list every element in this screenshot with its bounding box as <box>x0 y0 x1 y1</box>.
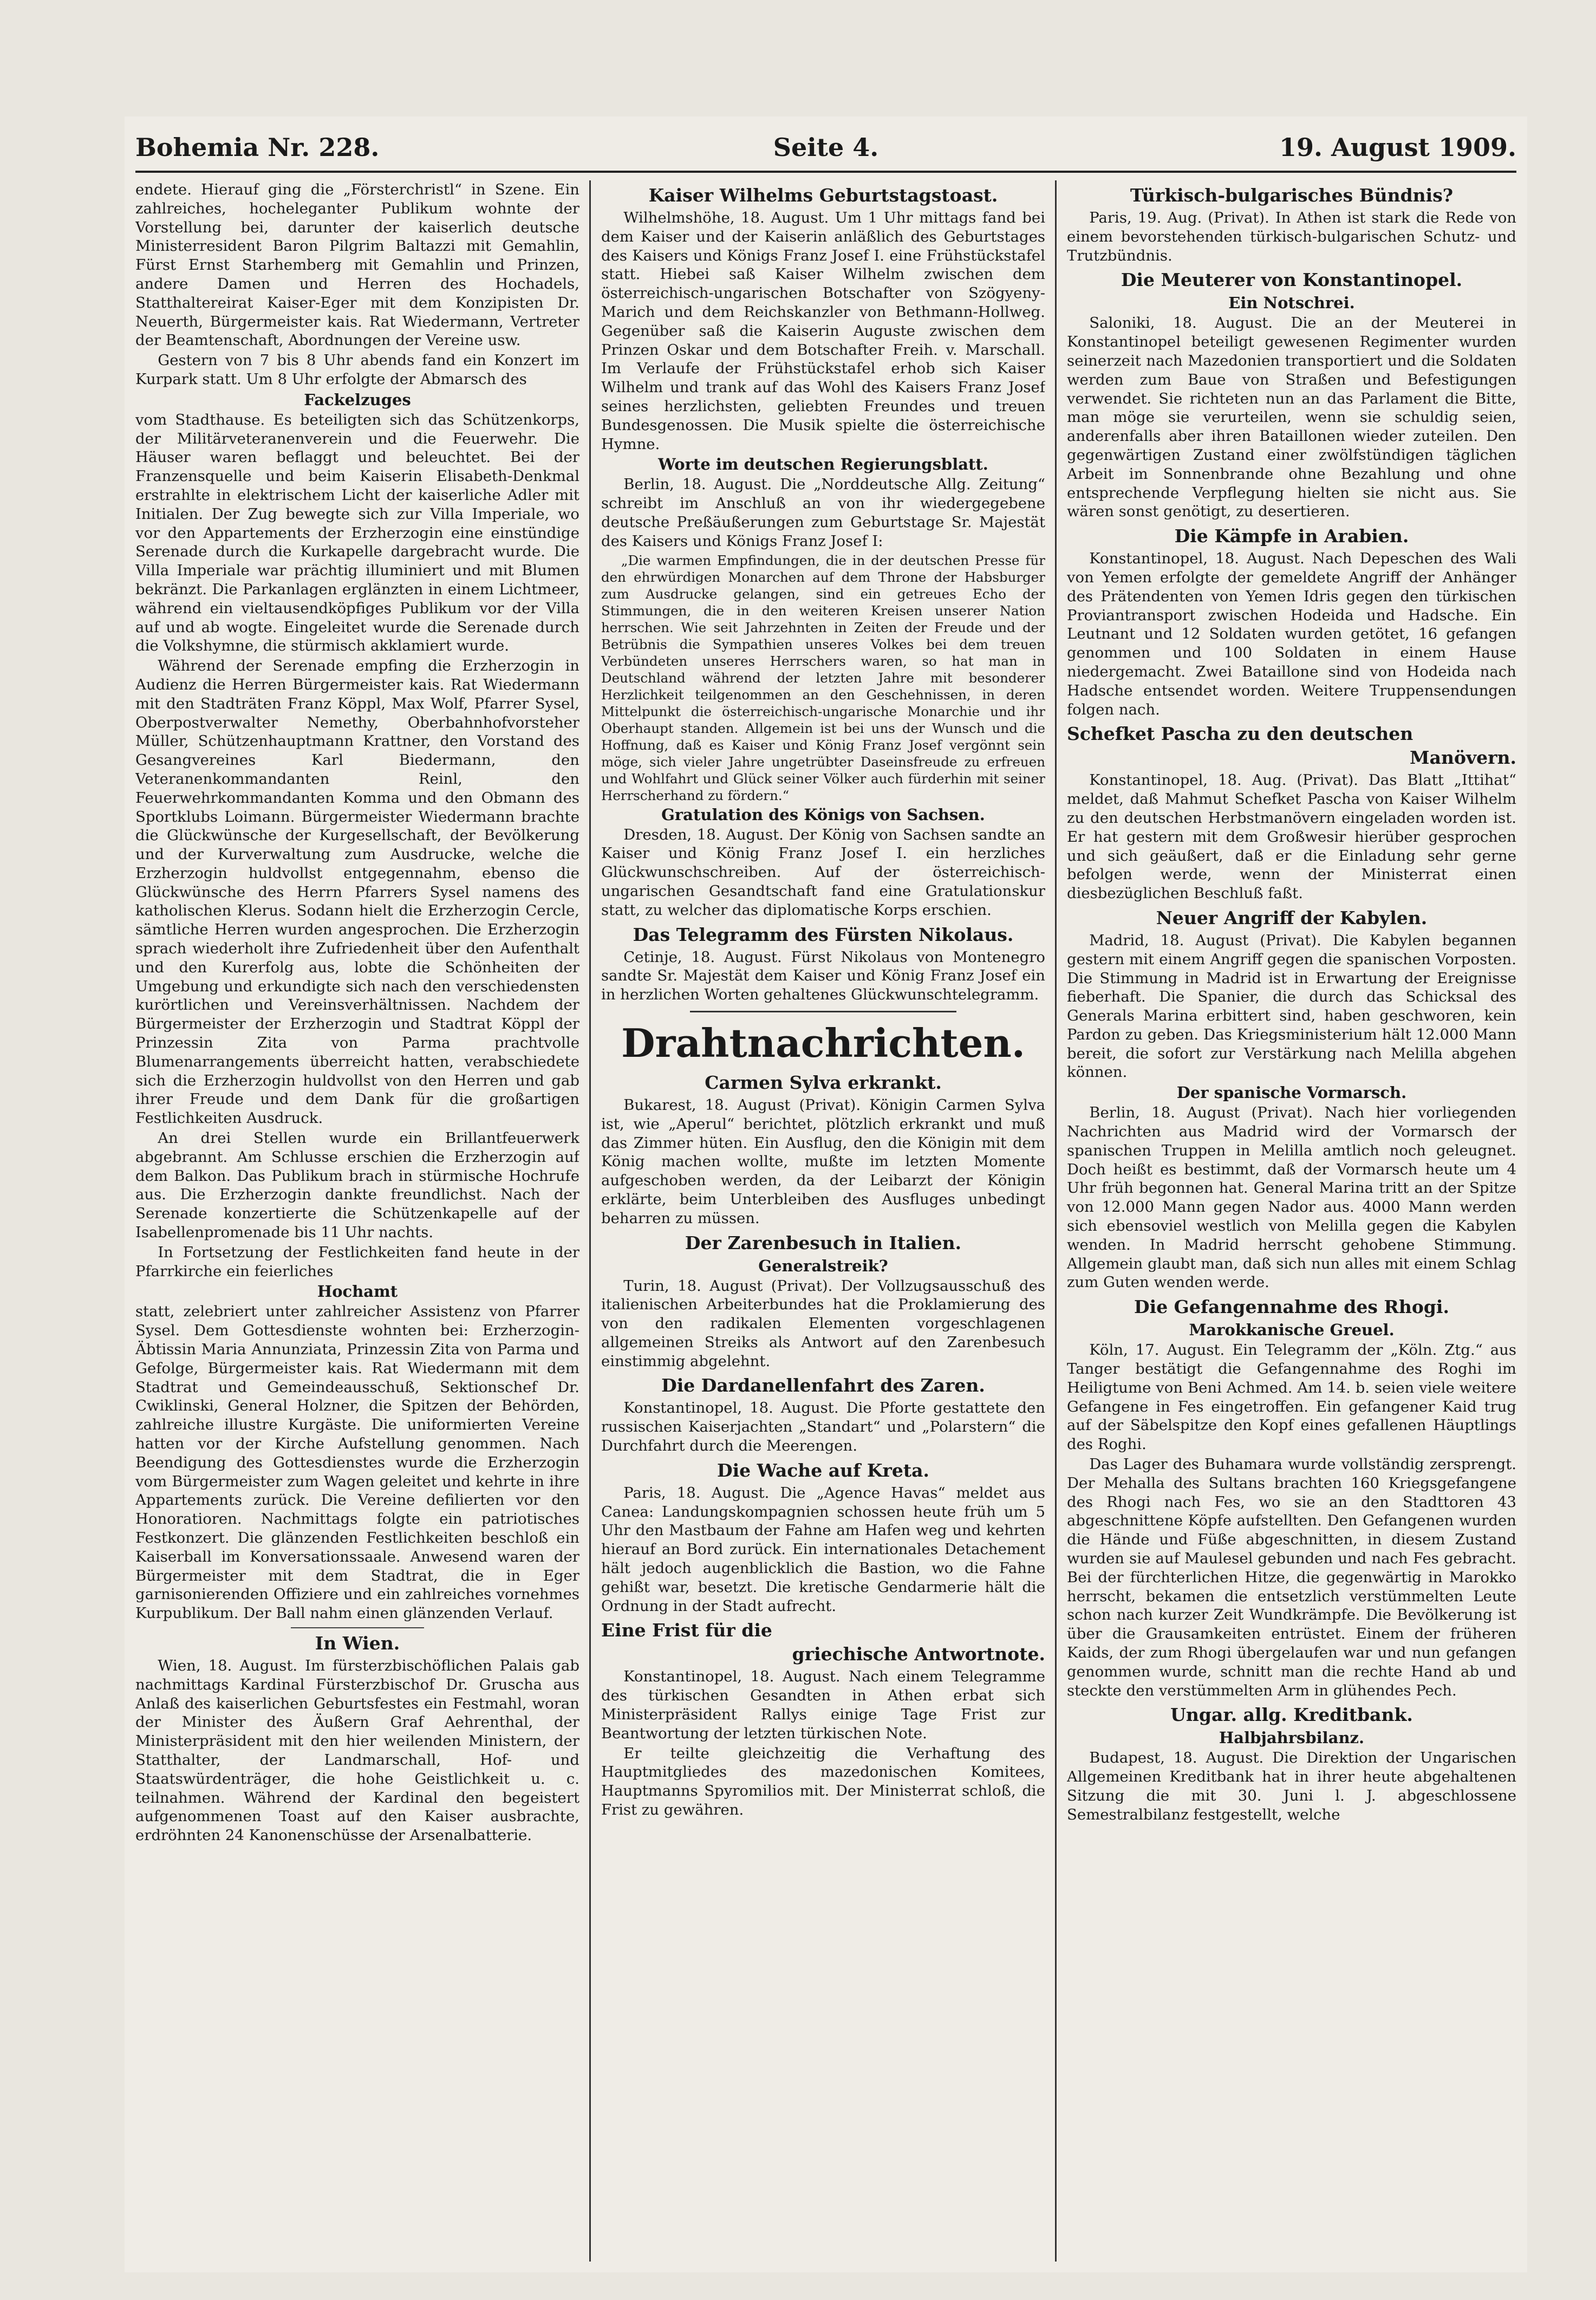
quoted-text: „Die warmen Empfindungen, die in der deutschen Presse für den ehrwürdigen Monarchen auf dem Throne der Habsburger zum Ausdrucke gelangen, sind ein getreues Echo der Stimmungen, die in den weiteren Kreisen unserer Nation herrschen. Wie seit Jahrzehnten in Zeiten der Freude und der Betrübnis die Sympathien unseres Volkes bei dem treuen Verbündeten unseres Herrschers waren, so hat man in Deutschland während der letzten Jahre mit besonderer Herzlichkeit teilgenommen an den Geschehnissen, in deren Mittelpunkt die österreichisch-ungarische Monarchie und ihr Oberhaupt standen. Allgemein ist bei uns der Wunsch und die Hoffnung, daß es Kaiser und König Franz Josef vergönnt sein möge, sich vieler Jahre ungetrübter Daseinsfreude zu erfreuen und Wohlfahrt und Glück seiner Völker auch fürderhin mit seiner Herrscherhand zu fördern.“ <box>601 552 1045 803</box>
header-date: 19. August 1909. <box>1279 133 1516 162</box>
article-paragraph: Berlin, 18. August. Die „Norddeutsche Allg. Zeitung“ schreibt im Anschluß an von ihr wiedergegebene deutsche Preßäußerungen zum Geburtstage Sr. Majestät des Kaisers und Königs Franz Josef I: <box>601 476 1045 550</box>
article-headline: Die Dardanellenfahrt des Zaren. <box>661 1375 985 1396</box>
article-headline: Worte im deutschen Regierungsblatt. <box>658 455 988 474</box>
column-middle <box>601 180 1045 2267</box>
article-paragraph: In Fortsetzung der Festlichkeiten fand heute in der Pfarrkirche ein feierliches <box>135 1243 579 1280</box>
article-paragraph: An drei Stellen wurde ein Brillantfeuerwerk abgebrannt. Am Schlusse erschien die Erzherzogin auf dem Balkon. Das Publikum brach in stürmische Hochrufe aus. Die Erzherzogin dankte freundlichst. Nach der Serenade konzertierte die Schützenkapelle auf der Isabellenpromenade bis 11 Uhr nachts. <box>135 1129 579 1242</box>
article-headline: Die Kämpfe in Arabien. <box>1174 525 1409 547</box>
article-paragraph: statt, zelebriert unter zahlreicher Assistenz von Pfarrer Sysel. Dem Gottesdienste wohnten bei: Erzherzogin-Äbtissin Maria Annunziata, Prinzessin Zita von Parma und Gefolge, Bürgermeister kais. Rat Wiedermann mit dem Stadtrat und Gemeindeausschuß, Sektionschef Dr. Cwiklinski, General Holzner, die Spitzen der Behörden, zahlreiche illustre Kurgäste. Die uniformierten Vereine hatten vor der Kirche Aufstellung genommen. Nach Beendigung des Gottesdienstes wurde die Erzherzogin vom Bürgermeister zum Wagen geleitet und kehrte in ihre Appartements zurück. Die Vereine defilierten vor den Honoratioren. Nachmittags folgte ein patriotisches Festkonzert. Die glänzenden Festlichkeiten beschloß ein Kaiserball im Konversationssaale. Anwesend waren der Bürgermeister mit dem Stadtrat, die in Eger garnisonierenden Offiziere und ein zahlreiches vornehmes Kurpublikum. Der Ball nahm einen glänzenden Verlauf. <box>135 1303 579 1622</box>
article-headline: Die Gefangennahme des Rhogi. <box>1134 1296 1449 1318</box>
article-paragraph: endete. Hierauf ging die „Försterchristl“ in Szene. Ein zahlreiches, hocheleganter Publikum wohnte der Vorstellung bei, darunter der kaiserlich deutsche Ministerresident Baron Pilgrim Baltazzi mit Gemahlin, Fürst Ernst Starhemberg mit Gemahlin und Prinzen, andere Damen und Herren des Hochadels, Statthaltereirat Kaiser-Eger mit dem Konzipisten Dr. Neuerth, Bürgermeister kais. Rat Wiedermann, Vertreter der Beamtenschaft, Abordnungen der Vereine usw. <box>135 181 579 349</box>
column-left <box>135 180 579 2267</box>
article-paragraph: Paris, 19. Aug. (Privat). In Athen ist stark die Rede von einem bevorstehenden türkisch-bulgarischen Schutz- und Trutzbündnis. <box>1067 209 1516 264</box>
article-paragraph: Saloniki, 18. August. Die an der Meuterei in Konstantinopel beteiligt gewesenen Regimenter wurden seinerzeit nach Mazedonien transportiert und die Soldaten werden zum Baue von Straßen und Befestigungen verwendet. Sie richteten nun an das Parlament die Bitte, man möge sie verurteilen, wenn sie schuldig seien, anderenfalls aber ihren Bataillonen wieder zuteilen. Den gegenwärtigen Zustand einer zwölfstündigen täglichen Arbeit im Sonnenbrande ohne Bezahlung und ohne entsprechende Verpflegung hielten sie nicht aus. Sie wären sonst genötigt, zu desertieren. <box>1067 314 1516 521</box>
article-paragraph: Berlin, 18. August (Privat). Nach hier vorliegenden Nachrichten aus Madrid wird der Vormarsch der spanischen Truppen in Melilla amtlich noch geleugnet. Doch heißt es bestimmt, daß der Vormarsch heute um 4 Uhr früh begonnen hat. General Marina tritt an der Spitze von 12.000 Mann gegen Nador aus. 4000 Mann werden sich ebensoviel westlich von Melilla gegen die Kabylen wenden. In Madrid herrscht gehobene Stimmung. Allgemein glaubt man, daß sich nun alles mit einem Schlag zum Guten wenden werde. <box>1067 1104 1516 1291</box>
article-headline: Neuer Angriff der Kabylen. <box>1156 907 1428 928</box>
section-masthead: Drahtnachrichten. <box>621 1019 1025 1066</box>
article-paragraph: Er teilte gleichzeitig die Verhaftung des Hauptmitgliedes des mazedonischen Komitees, Hauptmanns Spyromilios mit. Der Ministerrat schloß, die Frist zu gewähren. <box>601 1744 1045 1819</box>
article-headline: griechische Antwortnote. <box>792 1643 1045 1665</box>
article-headline: Gratulation des Königs von Sachsen. <box>661 805 985 824</box>
column-divider <box>1055 180 1057 2262</box>
article-paragraph: Budapest, 18. August. Die Direktion der Ungarischen Allgemeinen Kreditbank hat in ihrer heute abgehaltenen Sitzung die mit 30. Juni l. J. abgeschlossene Semestralbilanz festgestellt, welche <box>1067 1749 1516 1823</box>
column-divider <box>589 180 591 2262</box>
article-headline: Eine Frist für die <box>601 1620 772 1641</box>
header-page-number: Seite 4. <box>773 133 879 162</box>
article-paragraph: Turin, 18. August (Privat). Der Vollzugsausschuß des italienischen Arbeiterbundes hat die Proklamierung des von den radikalen Elementen vorgeschlagenen allgemeinen Streiks als Antwort auf den Zarenbesuch einstimmig abgelehnt. <box>601 1277 1045 1370</box>
article-headline: Der spanische Vormarsch. <box>1176 1083 1407 1102</box>
separator <box>291 1627 424 1628</box>
article-paragraph: Gestern von 7 bis 8 Uhr abends fand ein Konzert im Kurpark statt. Um 8 Uhr erfolgte der Abmarsch des <box>135 352 579 388</box>
page-header <box>135 133 1516 171</box>
article-paragraph: vom Stadthause. Es beteiligten sich das Schützenkorps, der Militärveteranenverein und die Feuerwehr. Die Häuser waren beflaggt und beleuchtet. Bei der Franzensquelle und beim Kaiserin Elisabeth-Denkmal erstrahlte in elektrischem Licht der kaiserliche Adler mit Initialen. Der Zug bewegte sich zur Villa Imperiale, wo vor den Appartements der Erzherzogin eine einstündige Serenade durch die Kurkapelle dargebracht wurde. Die Villa Imperiale war prächtig illuminiert und mit Blumen bekränzt. Die Parkanlagen erglänzten in einem Lichtmeer, während ein vieltausendköpfiges Publikum vor der Villa auf und ab wogte. Eingeleitet wurde die Serenade durch die Volkshymne, die stürmisch akklamiert wurde. <box>135 411 579 655</box>
article-paragraph: Paris, 18. August. Die „Agence Havas“ meldet aus Canea: Landungskompagnien schossen heute früh um 5 Uhr den Mastbaum der Fahne am Hafen weg und kehrten hierauf an Bord zurück. Ein internationales Detachement hält jedoch augenblicklich die Bastion, wo die Fahne gehißt war, besetzt. Die kretische Gendarmerie hält die Ordnung in der Stadt aufrecht. <box>601 1484 1045 1615</box>
article-subheadline: Generalstreik? <box>758 1256 888 1275</box>
column-right <box>1067 180 1516 2267</box>
article-paragraph: Konstantinopel, 18. Aug. (Privat). Das Blatt „Ittihat“ meldet, daß Mahmut Schefket Pascha von Kaiser Wilhelm zu den deutschen Herbstmanövern eingeladen worden ist. Er hat gestern mit dem Großwesir hierüber gesprochen und sich geäußert, daß er die Einladung sehr gerne befolgen werde, wenn der Ministerrat einen diesbezüglichen Beschluß faßt. <box>1067 771 1516 902</box>
article-subheadline: Ein Notschrei. <box>1228 294 1355 313</box>
article-paragraph: Konstantinopel, 18. August. Nach Depeschen des Wali von Yemen erfolgte der gemeldete Angriff der Anhänger des Prätendenten von Yemen Idris gegen den türkischen Proviantransport zwischen Hodeida und Hadsche. Ein Leutnant und 12 Soldaten wurden getötet, 16 gefangen genommen und 100 Soldaten in einem Hause niedergemacht. Zwei Bataillone sind von Hodeida nach Hadsche entsendet worden. Weitere Truppensendungen folgen nach. <box>1067 550 1516 718</box>
header-rule <box>135 171 1516 173</box>
article-paragraph: Wilhelmshöhe, 18. August. Um 1 Uhr mittags fand bei dem Kaiser und der Kaiserin anläßlich des Geburtstages des Kaisers und Königs Franz Josef I. eine Frühstückstafel statt. Hiebei saß Kaiser Wilhelm zwischen dem österreichisch-ungarischen Botschafter von Szögyeny-Marich und dem Reichskanzler von Bethmann-Hollweg. Gegenüber saß die Kaiserin Auguste zwischen dem Prinzen Oskar und dem Botschafter Freih. v. Marschall. Im Verlaufe der Frühstückstafel erhob sich Kaiser Wilhelm und trank auf das Wohl des Kaisers Franz Josef seines herzlichsten, geliebten Freundes und treuen Bundesgenossen. Die Musik spielte die österreichische Hymne. <box>601 209 1045 453</box>
article-subheadline: Halbjahrsbilanz. <box>1219 1729 1365 1747</box>
article-paragraph: Das Lager des Buhamara wurde vollständig zersprengt. Der Mehalla des Sultans brachten 160 Kriegsgefangene des Rhogi nach Fes, wo sie an den Stadttoren 43 abgeschnittene Köpfe aufstellten. Den Gefangenen wurden die Hände und Füße abgeschnitten, in diesem Zustand wurden sie auf Maulesel gebunden und nach Fes gebracht. Bei der fürchterlichen Hitze, die gegenwärtig in Marokko herrscht, bekamen die entsetzlich verstümmelten Leute schon nach kurzer Zeit Wundkrämpfe. Die Bevölkerung ist über die Grausamkeiten entrüstet. Einem der früheren Kaids, der zum Rhogi übergelaufen war und nun gefangen genommen wurde, schnitt man die rechte Hand ab und steckte den verstümmelten Arm in glühendes Pech. <box>1067 1456 1516 1699</box>
article-headline: Manövern. <box>1410 747 1516 769</box>
article-headline: Der Zarenbesuch in Italien. <box>685 1232 962 1253</box>
separator <box>690 1011 956 1012</box>
header-issue: Bohemia Nr. 228. <box>135 133 380 162</box>
article-paragraph: Bukarest, 18. August (Privat). Königin Carmen Sylva ist, wie „Aperul“ berichtet, plötzlich erkrankt und muß das Zimmer hüten. Ein Ausflug, den die Königin mit dem König machen wollte, mußte im letzten Momente aufgeschoben werden, da der Leibarzt der Königin erklärte, beim Unterbleiben des Ausfluges unbedingt beharren zu müssen. <box>601 1096 1045 1227</box>
section-subheading: Hochamt <box>317 1282 398 1301</box>
article-headline: Ungar. allg. Kreditbank. <box>1170 1704 1413 1726</box>
article-headline: Das Telegramm des Fürsten Nikolaus. <box>633 924 1014 945</box>
article-paragraph: Konstantinopel, 18. August. Die Pforte gestattete den russischen Kaiserjachten „Standart“ und „Polarstern“ die Durchfahrt durch die Meerengen. <box>601 1399 1045 1455</box>
article-headline: Carmen Sylva erkrankt. <box>705 1071 942 1093</box>
article-paragraph: Dresden, 18. August. Der König von Sachsen sandte an Kaiser und König Franz Josef I. ein herzliches Glückwunschschreiben. Auf der österreichisch-ungarischen Gesandtschaft fand eine Gratulationskur statt, zu welcher das diplomatische Korps erschien. <box>601 826 1045 919</box>
article-headline: Schefket Pascha zu den deutschen <box>1067 723 1413 745</box>
article-paragraph: Madrid, 18. August (Privat). Die Kabylen begannen gestern mit einem Angriff gegen die spanischen Vorposten. Die Stimmung in Madrid ist in Erwartung der Ereignisse fieberhaft. Die Spanier, die durch das Schicksal des Generals Marina erbittert sind, haben geschworen, kein Pardon zu geben. Das Kriegsministerium hält 12.000 Mann bereit, die sofort zur Verstärkung nach Melilla abgehen können. <box>1067 931 1516 1081</box>
article-paragraph: Während der Serenade empfing die Erzherzogin in Audienz die Herren Bürgermeister kais. Rat Wiedermann mit den Stadträten Franz Köppl, Max Wolf, Pfarrer Sysel, Oberpostverwalter Nemethy, Oberbahnhofvorsteher Müller, Schützenhauptmann Krattner, den Vorstand des Gesangvereines Karl Biedermann, den Veteranenkommandanten Reinl, den Feuerwehrkommandanten Komma und den Obmann des Sportklubs Loimann. Bürgermeister Wiedermann brachte die Glückwünsche der Kurgesellschaft, der Bevölkerung und der Kurverwaltung zum Ausdrucke, welche die Erzherzogin huldvollst entgegennahm, ebenso die Glückwünsche des Herrn Pfarrers Sysel namens des katholischen Klerus. Sodann hielt die Erzherzogin Cercle, sämtliche Herren wurden angesprochen. Die Erzherzogin sprach wiederholt ihre Zufriedenheit über den Aufenthalt und den Kurerfolg aus, lobte die Schönheiten der Umgebung und erkundigte sich nach den verschiedensten kurörtlichen und Vereinsverhältnissen. Nachdem der Bürgermeister der Erzherzogin und Stadtrat Köppl der Prinzessin Zita von Parma prachtvolle Blumenarrangements überreicht hatten, verabschiedete sich die Erzherzogin huldvollst von den Herren und gab ihrer Freude und dem Dank für die großartigen Festlichkeiten Ausdruck. <box>135 657 579 1127</box>
article-paragraph: Köln, 17. August. Ein Telegramm der „Köln. Ztg.“ aus Tanger bestätigt die Gefangennahme des Roghi im Heiligtume von Beni Achmed. Am 14. b. seien viele weitere Gefangene in Fes eingetroffen. Ein gefangener Kaid trug auf der Säbelspitze den Kopf eines gefallenen Häuptlings des Roghi. <box>1067 1341 1516 1453</box>
article-headline: Türkisch-bulgarisches Bündnis? <box>1130 185 1454 206</box>
article-headline: Kaiser Wilhelms Geburtstagstoast. <box>648 185 998 206</box>
article-paragraph: Wien, 18. August. Im fürsterzbischöflichen Palais gab nachmittags Kardinal Fürsterzbischof Dr. Gruscha aus Anlaß des kaiserlichen Geburtsfestes ein Festmahl, woran der Minister des Äußern Graf Aehrenthal, der Ministerpräsident mit den hier weilenden Ministern, der Statthalter, der Landmarschall, Hof- und Staatswürdenträger, die hohe Geistlichkeit u. c. teilnahmen. Während der Kardinal den begeistert aufgenommenen Toast auf den Kaiser ausbrachte, erdröhnten 24 Kanonenschüsse der Arsenalbatterie. <box>135 1656 579 1844</box>
article-headline: In Wien. <box>315 1632 400 1654</box>
article-headline: Die Wache auf Kreta. <box>716 1459 930 1481</box>
newspaper-page <box>125 116 1527 2272</box>
article-paragraph: Cetinje, 18. August. Fürst Nikolaus von Montenegro sandte Sr. Majestät dem Kaiser und König Franz Josef ein in herzlichen Worten gehaltenes Glückwunschtelegramm. <box>601 948 1045 1004</box>
section-subheading: Fackelzuges <box>304 390 411 409</box>
article-headline: Die Meuterer von Konstantinopel. <box>1121 269 1463 291</box>
article-subheadline: Marokkanische Greuel. <box>1189 1321 1395 1340</box>
article-paragraph: Konstantinopel, 18. August. Nach einem Telegramme des türkischen Gesandten in Athen erbat sich Ministerpräsident Rallys einige Tage Frist zur Beantwortung der letzten türkischen Note. <box>601 1668 1045 1742</box>
